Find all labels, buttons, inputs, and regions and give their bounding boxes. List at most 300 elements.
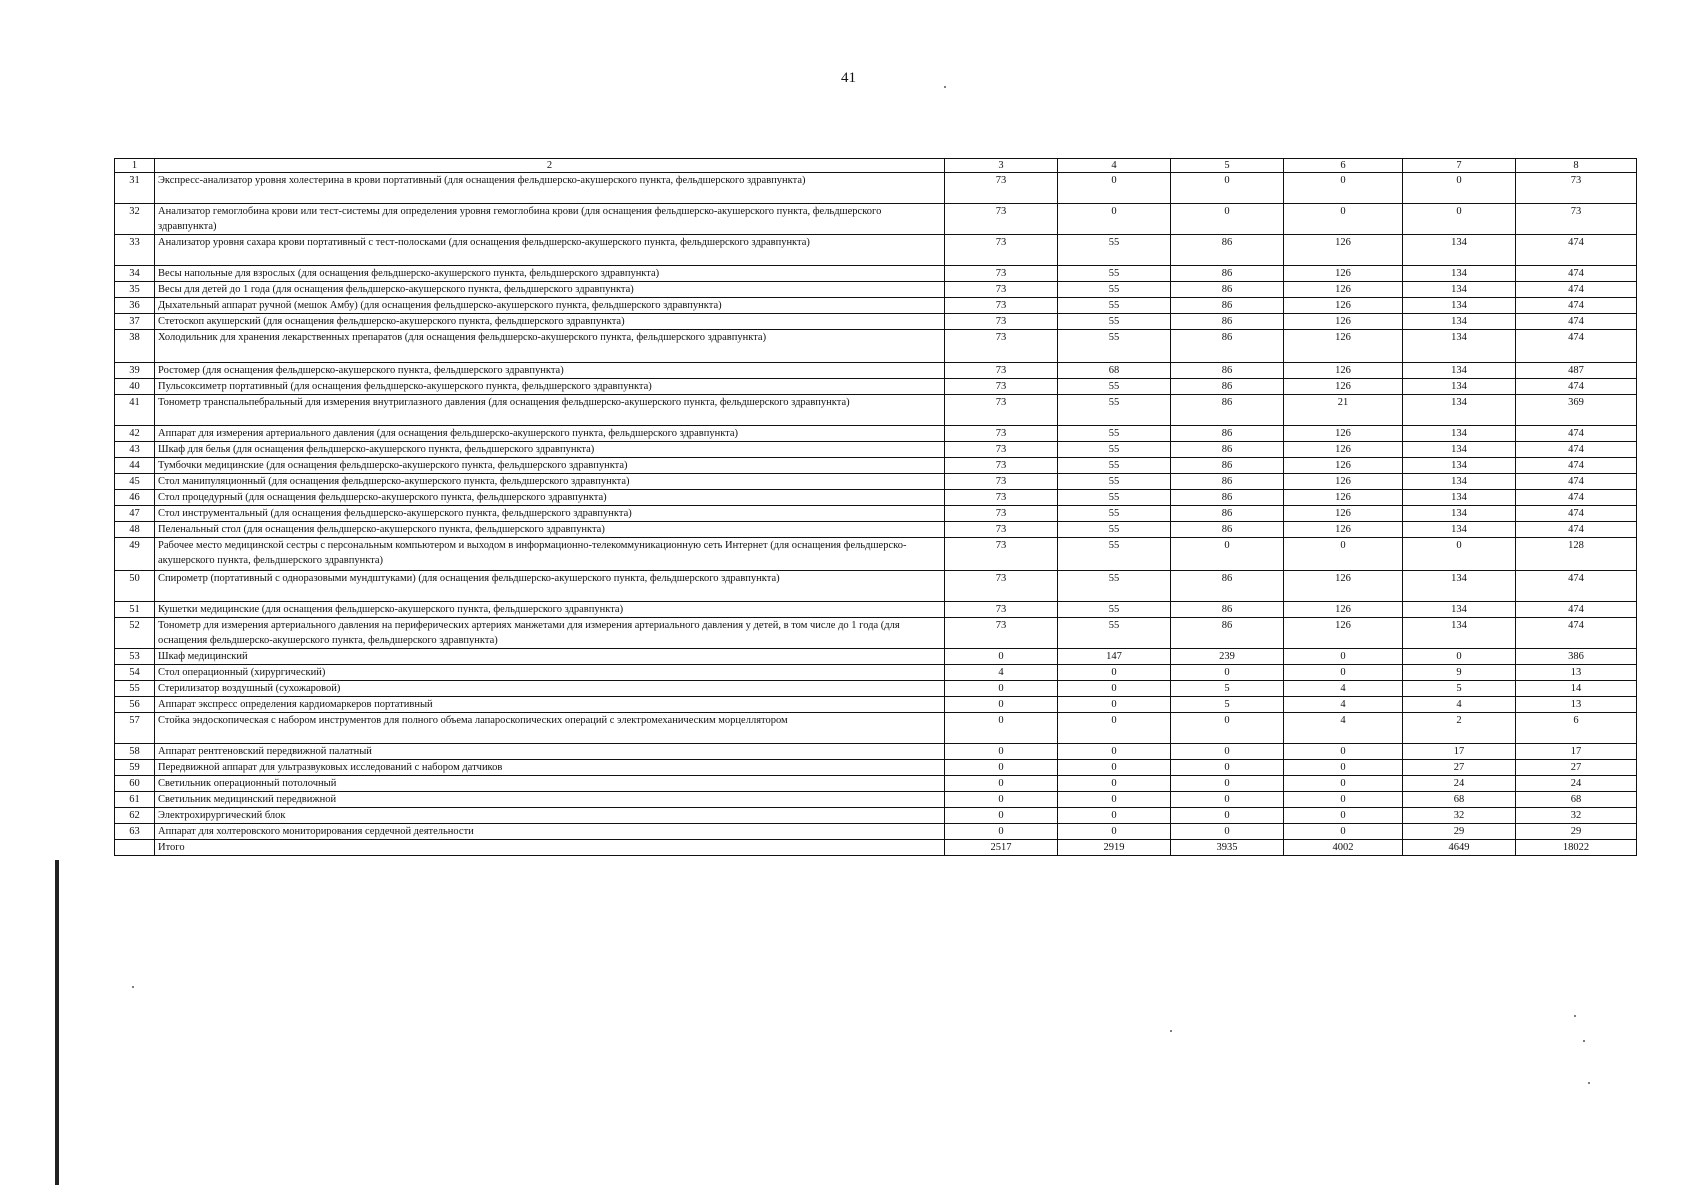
quantity-col7-cell: 134 (1403, 618, 1516, 649)
column-number-cell: 7 (1403, 159, 1516, 173)
quantity-col4-cell: 0 (1058, 665, 1171, 681)
quantity-col5-cell: 86 (1171, 442, 1284, 458)
table-row (115, 282, 1637, 298)
row-number-cell: 56 (115, 697, 155, 713)
quantity-col5-cell: 86 (1171, 266, 1284, 282)
table-row (115, 426, 1637, 442)
quantity-col3-cell: 0 (945, 713, 1058, 744)
quantity-col4-cell: 55 (1058, 266, 1171, 282)
item-name-cell: Холодильник для хранения лекарственных препаратов (для оснащения фельдшерско-акушерского пункта, фельдшерского здравпункта) (155, 330, 945, 363)
quantity-col4-cell: 0 (1058, 808, 1171, 824)
quantity-col5-cell: 86 (1171, 314, 1284, 330)
quantity-col3-cell: 73 (945, 506, 1058, 522)
quantity-col3-cell: 73 (945, 282, 1058, 298)
total-quantity-cell: 474 (1516, 474, 1637, 490)
quantity-col5-cell: 0 (1171, 744, 1284, 760)
table-row (115, 697, 1637, 713)
quantity-col6-cell: 126 (1284, 490, 1403, 506)
quantity-col7-cell: 134 (1403, 602, 1516, 618)
quantity-col7-cell: 17 (1403, 744, 1516, 760)
total-quantity-cell: 73 (1516, 173, 1637, 204)
item-name-cell: Спирометр (портативный с одноразовыми мундштуками) (для оснащения фельдшерско-акушерского пункта, фельдшерского здравпункта) (155, 571, 945, 602)
total-quantity-cell: 13 (1516, 697, 1637, 713)
total-quantity-cell: 73 (1516, 204, 1637, 235)
quantity-col6-cell: 126 (1284, 314, 1403, 330)
row-number-cell: 52 (115, 618, 155, 649)
quantity-col5-cell: 86 (1171, 474, 1284, 490)
quantity-col3-cell: 0 (945, 649, 1058, 665)
quantity-col5-cell: 0 (1171, 808, 1284, 824)
table-row (115, 458, 1637, 474)
quantity-col7-cell: 32 (1403, 808, 1516, 824)
quantity-col6-cell: 126 (1284, 235, 1403, 266)
item-name-cell: Ростомер (для оснащения фельдшерско-акушерского пункта, фельдшерского здравпункта) (155, 363, 945, 379)
quantity-col3-cell: 4 (945, 665, 1058, 681)
column-number-cell: 1 (115, 159, 155, 173)
quantity-col4-cell: 55 (1058, 522, 1171, 538)
quantity-col7-cell: 134 (1403, 363, 1516, 379)
quantity-col6-cell: 126 (1284, 426, 1403, 442)
quantity-col3-cell: 73 (945, 298, 1058, 314)
row-number-cell: 51 (115, 602, 155, 618)
table-row (115, 808, 1637, 824)
scan-edge-mark (55, 860, 59, 1185)
quantity-col3-cell: 73 (945, 602, 1058, 618)
quantity-col5-cell: 0 (1171, 792, 1284, 808)
row-number-cell: 46 (115, 490, 155, 506)
total-quantity-cell: 18022 (1516, 840, 1637, 856)
quantity-col6-cell: 0 (1284, 204, 1403, 235)
column-number-cell: 5 (1171, 159, 1284, 173)
table-row (115, 298, 1637, 314)
table-row (115, 744, 1637, 760)
item-name-cell: Кушетки медицинские (для оснащения фельдшерско-акушерского пункта, фельдшерского здравпункта) (155, 602, 945, 618)
row-number-cell: 53 (115, 649, 155, 665)
column-number-cell: 3 (945, 159, 1058, 173)
quantity-col7-cell: 134 (1403, 395, 1516, 426)
row-number-cell: 39 (115, 363, 155, 379)
quantity-col4-cell: 55 (1058, 571, 1171, 602)
quantity-col3-cell: 0 (945, 792, 1058, 808)
quantity-col5-cell: 3935 (1171, 840, 1284, 856)
quantity-col4-cell: 55 (1058, 314, 1171, 330)
quantity-col5-cell: 0 (1171, 776, 1284, 792)
quantity-col7-cell: 0 (1403, 538, 1516, 571)
quantity-col6-cell: 4 (1284, 713, 1403, 744)
quantity-col4-cell: 55 (1058, 282, 1171, 298)
quantity-col7-cell: 2 (1403, 713, 1516, 744)
quantity-col5-cell: 86 (1171, 298, 1284, 314)
item-name-cell: Стол процедурный (для оснащения фельдшерско-акушерского пункта, фельдшерского здравпункта) (155, 490, 945, 506)
quantity-col4-cell: 0 (1058, 681, 1171, 697)
quantity-col7-cell: 0 (1403, 204, 1516, 235)
total-quantity-cell: 14 (1516, 681, 1637, 697)
quantity-col5-cell: 86 (1171, 282, 1284, 298)
quantity-col5-cell: 86 (1171, 618, 1284, 649)
quantity-col7-cell: 27 (1403, 760, 1516, 776)
quantity-col7-cell: 134 (1403, 235, 1516, 266)
item-name-cell: Весы напольные для взрослых (для оснащения фельдшерско-акушерского пункта, фельдшерского здравпункта) (155, 266, 945, 282)
quantity-col6-cell: 126 (1284, 522, 1403, 538)
scan-speck (944, 86, 946, 88)
table-row (115, 235, 1637, 266)
row-number-cell: 43 (115, 442, 155, 458)
quantity-col5-cell: 0 (1171, 760, 1284, 776)
quantity-col3-cell: 0 (945, 824, 1058, 840)
quantity-col4-cell: 55 (1058, 490, 1171, 506)
quantity-col4-cell: 55 (1058, 506, 1171, 522)
quantity-col7-cell: 134 (1403, 298, 1516, 314)
quantity-col3-cell: 73 (945, 379, 1058, 395)
item-name-cell: Итого (155, 840, 945, 856)
quantity-col6-cell: 126 (1284, 282, 1403, 298)
table-body (115, 159, 1637, 856)
item-name-cell: Стетоскоп акушерский (для оснащения фельдшерско-акушерского пункта, фельдшерского здравпункта) (155, 314, 945, 330)
row-number-cell: 60 (115, 776, 155, 792)
item-name-cell: Аппарат для холтеровского мониторирования сердечной деятельности (155, 824, 945, 840)
table-row (115, 824, 1637, 840)
table-row (115, 330, 1637, 363)
item-name-cell: Электрохирургический блок (155, 808, 945, 824)
quantity-col4-cell: 0 (1058, 776, 1171, 792)
column-number-cell: 4 (1058, 159, 1171, 173)
item-name-cell: Стойка эндоскопическая с набором инструментов для полного объема лапароскопических операций с электромеханическим морцеллятором (155, 713, 945, 744)
quantity-col5-cell: 86 (1171, 506, 1284, 522)
quantity-col4-cell: 55 (1058, 379, 1171, 395)
scan-speck (1574, 1015, 1576, 1017)
quantity-col3-cell: 73 (945, 204, 1058, 235)
table-row (115, 474, 1637, 490)
row-number-cell: 34 (115, 266, 155, 282)
total-row (115, 840, 1637, 856)
total-quantity-cell: 474 (1516, 522, 1637, 538)
quantity-col5-cell: 86 (1171, 235, 1284, 266)
quantity-col5-cell: 0 (1171, 665, 1284, 681)
quantity-col5-cell: 0 (1171, 538, 1284, 571)
table-row (115, 314, 1637, 330)
quantity-col5-cell: 86 (1171, 379, 1284, 395)
item-name-cell: Весы для детей до 1 года (для оснащения фельдшерско-акушерского пункта, фельдшерского здравпункта) (155, 282, 945, 298)
total-quantity-cell: 474 (1516, 314, 1637, 330)
item-name-cell: Стерилизатор воздушный (сухожаровой) (155, 681, 945, 697)
total-quantity-cell: 27 (1516, 760, 1637, 776)
item-name-cell: Тумбочки медицинские (для оснащения фельдшерско-акушерского пункта, фельдшерского здравпункта) (155, 458, 945, 474)
table-row (115, 266, 1637, 282)
row-number-cell: 37 (115, 314, 155, 330)
quantity-col5-cell: 86 (1171, 458, 1284, 474)
item-name-cell: Рабочее место медицинской сестры с персональным компьютером и выходом в информационно-телекоммуникационную сеть Интернет (для оснащения фельдшерско-акушерского пункта, фельдшерского здравпункта) (155, 538, 945, 571)
scan-speck (1583, 1040, 1585, 1042)
quantity-col3-cell: 2517 (945, 840, 1058, 856)
quantity-col5-cell: 5 (1171, 697, 1284, 713)
item-name-cell: Стол инструментальный (для оснащения фельдшерско-акушерского пункта, фельдшерского здравпункта) (155, 506, 945, 522)
quantity-col4-cell: 147 (1058, 649, 1171, 665)
quantity-col6-cell: 126 (1284, 442, 1403, 458)
quantity-col6-cell: 0 (1284, 744, 1403, 760)
quantity-col3-cell: 0 (945, 681, 1058, 697)
quantity-col7-cell: 4 (1403, 697, 1516, 713)
total-quantity-cell: 474 (1516, 298, 1637, 314)
table-row (115, 571, 1637, 602)
table-row (115, 760, 1637, 776)
total-quantity-cell: 474 (1516, 379, 1637, 395)
table-row (115, 395, 1637, 426)
quantity-col7-cell: 134 (1403, 474, 1516, 490)
quantity-col6-cell: 0 (1284, 824, 1403, 840)
quantity-col6-cell: 126 (1284, 330, 1403, 363)
total-quantity-cell: 474 (1516, 602, 1637, 618)
quantity-col3-cell: 73 (945, 363, 1058, 379)
table-row (115, 538, 1637, 571)
quantity-col5-cell: 0 (1171, 824, 1284, 840)
table-row (115, 522, 1637, 538)
quantity-col6-cell: 0 (1284, 173, 1403, 204)
item-name-cell: Пульсоксиметр портативный (для оснащения фельдшерско-акушерского пункта, фельдшерского здравпункта) (155, 379, 945, 395)
row-number-cell: 62 (115, 808, 155, 824)
total-quantity-cell: 29 (1516, 824, 1637, 840)
table-row (115, 204, 1637, 235)
total-quantity-cell: 487 (1516, 363, 1637, 379)
row-number-cell: 58 (115, 744, 155, 760)
total-quantity-cell: 474 (1516, 571, 1637, 602)
row-number-cell: 50 (115, 571, 155, 602)
quantity-col7-cell: 134 (1403, 379, 1516, 395)
column-number-cell: 8 (1516, 159, 1637, 173)
quantity-col4-cell: 0 (1058, 713, 1171, 744)
quantity-col7-cell: 134 (1403, 506, 1516, 522)
quantity-col5-cell: 86 (1171, 330, 1284, 363)
quantity-col6-cell: 4 (1284, 697, 1403, 713)
total-quantity-cell: 128 (1516, 538, 1637, 571)
column-number-cell: 2 (155, 159, 945, 173)
row-number-cell: 49 (115, 538, 155, 571)
row-number-cell: 45 (115, 474, 155, 490)
row-number-cell: 55 (115, 681, 155, 697)
quantity-col3-cell: 0 (945, 744, 1058, 760)
item-name-cell: Аппарат рентгеновский передвижной палатный (155, 744, 945, 760)
quantity-col3-cell: 73 (945, 571, 1058, 602)
quantity-col4-cell: 68 (1058, 363, 1171, 379)
scan-speck (1588, 1082, 1590, 1084)
quantity-col6-cell: 0 (1284, 665, 1403, 681)
quantity-col3-cell: 0 (945, 808, 1058, 824)
item-name-cell: Тонометр для измерения артериального давления на периферических артериях манжетами для измерения артериального давления у детей, в том числе до 1 года (для оснащения фельдшерско-акушерского пункта, фельдшерского здравпункта) (155, 618, 945, 649)
table-row (115, 681, 1637, 697)
table-row (115, 490, 1637, 506)
item-name-cell: Тонометр транспальпебральный для измерения внутриглазного давления (для оснащения фельдшерско-акушерского пункта, фельдшерского здравпункта) (155, 395, 945, 426)
item-name-cell: Анализатор уровня сахара крови портативный с тест-полосками (для оснащения фельдшерско-акушерского пункта, фельдшерского здравпункта) (155, 235, 945, 266)
quantity-col5-cell: 86 (1171, 602, 1284, 618)
total-quantity-cell: 474 (1516, 618, 1637, 649)
total-quantity-cell: 474 (1516, 282, 1637, 298)
item-name-cell: Стол манипуляционный (для оснащения фельдшерско-акушерского пункта, фельдшерского здравпункта) (155, 474, 945, 490)
quantity-col3-cell: 73 (945, 490, 1058, 506)
row-number-cell: 40 (115, 379, 155, 395)
row-number-cell: 31 (115, 173, 155, 204)
quantity-col4-cell: 55 (1058, 442, 1171, 458)
quantity-col5-cell: 86 (1171, 395, 1284, 426)
quantity-col5-cell: 86 (1171, 426, 1284, 442)
quantity-col7-cell: 134 (1403, 314, 1516, 330)
quantity-col6-cell: 126 (1284, 363, 1403, 379)
table-row (115, 649, 1637, 665)
equipment-table-wrapper (114, 158, 1636, 856)
quantity-col4-cell: 55 (1058, 235, 1171, 266)
quantity-col7-cell: 134 (1403, 522, 1516, 538)
row-number-cell: 59 (115, 760, 155, 776)
quantity-col7-cell: 134 (1403, 490, 1516, 506)
table-row (115, 363, 1637, 379)
total-quantity-cell: 24 (1516, 776, 1637, 792)
quantity-col4-cell: 0 (1058, 760, 1171, 776)
row-number-cell: 38 (115, 330, 155, 363)
quantity-col4-cell: 55 (1058, 298, 1171, 314)
quantity-col7-cell: 134 (1403, 282, 1516, 298)
row-number-cell: 41 (115, 395, 155, 426)
row-number-cell: 63 (115, 824, 155, 840)
quantity-col4-cell: 55 (1058, 602, 1171, 618)
quantity-col4-cell: 55 (1058, 458, 1171, 474)
quantity-col4-cell: 0 (1058, 173, 1171, 204)
quantity-col3-cell: 73 (945, 538, 1058, 571)
table-row (115, 618, 1637, 649)
total-quantity-cell: 474 (1516, 426, 1637, 442)
item-name-cell: Дыхательный аппарат ручной (мешок Амбу) (для оснащения фельдшерско-акушерского пункта, фельдшерского здравпункта) (155, 298, 945, 314)
quantity-col6-cell: 0 (1284, 649, 1403, 665)
row-number-cell: 57 (115, 713, 155, 744)
row-number-cell: 47 (115, 506, 155, 522)
quantity-col5-cell: 86 (1171, 363, 1284, 379)
quantity-col6-cell: 126 (1284, 458, 1403, 474)
quantity-col7-cell: 68 (1403, 792, 1516, 808)
quantity-col3-cell: 73 (945, 395, 1058, 426)
quantity-col7-cell: 0 (1403, 649, 1516, 665)
table-row (115, 713, 1637, 744)
table-row (115, 506, 1637, 522)
quantity-col7-cell: 0 (1403, 173, 1516, 204)
quantity-col5-cell: 86 (1171, 490, 1284, 506)
quantity-col3-cell: 0 (945, 776, 1058, 792)
quantity-col3-cell: 73 (945, 618, 1058, 649)
row-number-cell: 44 (115, 458, 155, 474)
quantity-col3-cell: 0 (945, 760, 1058, 776)
item-name-cell: Аппарат экспресс определения кардиомаркеров портативный (155, 697, 945, 713)
total-quantity-cell: 6 (1516, 713, 1637, 744)
quantity-col6-cell: 4 (1284, 681, 1403, 697)
total-quantity-cell: 386 (1516, 649, 1637, 665)
quantity-col6-cell: 126 (1284, 266, 1403, 282)
total-quantity-cell: 13 (1516, 665, 1637, 681)
quantity-col7-cell: 9 (1403, 665, 1516, 681)
table-row (115, 379, 1637, 395)
scan-speck (1170, 1030, 1172, 1032)
quantity-col7-cell: 134 (1403, 426, 1516, 442)
quantity-col7-cell: 24 (1403, 776, 1516, 792)
total-quantity-cell: 474 (1516, 442, 1637, 458)
quantity-col4-cell: 55 (1058, 426, 1171, 442)
quantity-col3-cell: 73 (945, 442, 1058, 458)
quantity-col5-cell: 86 (1171, 571, 1284, 602)
quantity-col6-cell: 126 (1284, 571, 1403, 602)
item-name-cell: Аппарат для измерения артериального давления (для оснащения фельдшерско-акушерского пункта, фельдшерского здравпункта) (155, 426, 945, 442)
quantity-col3-cell: 73 (945, 330, 1058, 363)
quantity-col6-cell: 126 (1284, 379, 1403, 395)
quantity-col3-cell: 73 (945, 173, 1058, 204)
total-quantity-cell: 474 (1516, 266, 1637, 282)
row-number-cell: 33 (115, 235, 155, 266)
quantity-col4-cell: 0 (1058, 744, 1171, 760)
item-name-cell: Стол операционный (хирургический) (155, 665, 945, 681)
row-number-cell: 48 (115, 522, 155, 538)
table-row (115, 776, 1637, 792)
column-number-row (115, 159, 1637, 173)
row-number-cell: 54 (115, 665, 155, 681)
quantity-col5-cell: 5 (1171, 681, 1284, 697)
column-number-cell: 6 (1284, 159, 1403, 173)
quantity-col6-cell: 4002 (1284, 840, 1403, 856)
quantity-col3-cell: 0 (945, 697, 1058, 713)
quantity-col6-cell: 0 (1284, 538, 1403, 571)
total-quantity-cell: 474 (1516, 330, 1637, 363)
quantity-col5-cell: 0 (1171, 173, 1284, 204)
item-name-cell: Пеленальный стол (для оснащения фельдшерско-акушерского пункта, фельдшерского здравпункта) (155, 522, 945, 538)
quantity-col7-cell: 134 (1403, 571, 1516, 602)
table-row (115, 442, 1637, 458)
equipment-table (114, 158, 1637, 856)
quantity-col7-cell: 29 (1403, 824, 1516, 840)
total-quantity-cell: 17 (1516, 744, 1637, 760)
scan-speck (132, 986, 134, 988)
quantity-col6-cell: 0 (1284, 792, 1403, 808)
page-number: 41 (841, 70, 856, 86)
quantity-col6-cell: 126 (1284, 618, 1403, 649)
item-name-cell: Экспресс-анализатор уровня холестерина в крови портативный (для оснащения фельдшерско-акушерского пункта, фельдшерского здравпункта) (155, 173, 945, 204)
total-quantity-cell: 32 (1516, 808, 1637, 824)
total-quantity-cell: 474 (1516, 458, 1637, 474)
quantity-col6-cell: 21 (1284, 395, 1403, 426)
row-number-cell: 42 (115, 426, 155, 442)
item-name-cell: Шкаф для белья (для оснащения фельдшерско-акушерского пункта, фельдшерского здравпункта) (155, 442, 945, 458)
quantity-col4-cell: 55 (1058, 538, 1171, 571)
quantity-col7-cell: 134 (1403, 458, 1516, 474)
quantity-col4-cell: 55 (1058, 330, 1171, 363)
item-name-cell: Шкаф медицинский (155, 649, 945, 665)
quantity-col5-cell: 0 (1171, 204, 1284, 235)
table-row (115, 602, 1637, 618)
item-name-cell: Передвижной аппарат для ультразвуковых исследований с набором датчиков (155, 760, 945, 776)
row-number-cell: 36 (115, 298, 155, 314)
quantity-col3-cell: 73 (945, 235, 1058, 266)
quantity-col5-cell: 239 (1171, 649, 1284, 665)
quantity-col4-cell: 0 (1058, 824, 1171, 840)
quantity-col4-cell: 2919 (1058, 840, 1171, 856)
table-row (115, 792, 1637, 808)
quantity-col6-cell: 126 (1284, 474, 1403, 490)
quantity-col7-cell: 134 (1403, 442, 1516, 458)
quantity-col3-cell: 73 (945, 426, 1058, 442)
quantity-col4-cell: 55 (1058, 618, 1171, 649)
row-number-cell (115, 840, 155, 856)
quantity-col6-cell: 0 (1284, 776, 1403, 792)
quantity-col6-cell: 126 (1284, 602, 1403, 618)
total-quantity-cell: 369 (1516, 395, 1637, 426)
quantity-col4-cell: 0 (1058, 697, 1171, 713)
row-number-cell: 35 (115, 282, 155, 298)
quantity-col3-cell: 73 (945, 458, 1058, 474)
total-quantity-cell: 474 (1516, 490, 1637, 506)
quantity-col4-cell: 0 (1058, 792, 1171, 808)
quantity-col3-cell: 73 (945, 522, 1058, 538)
